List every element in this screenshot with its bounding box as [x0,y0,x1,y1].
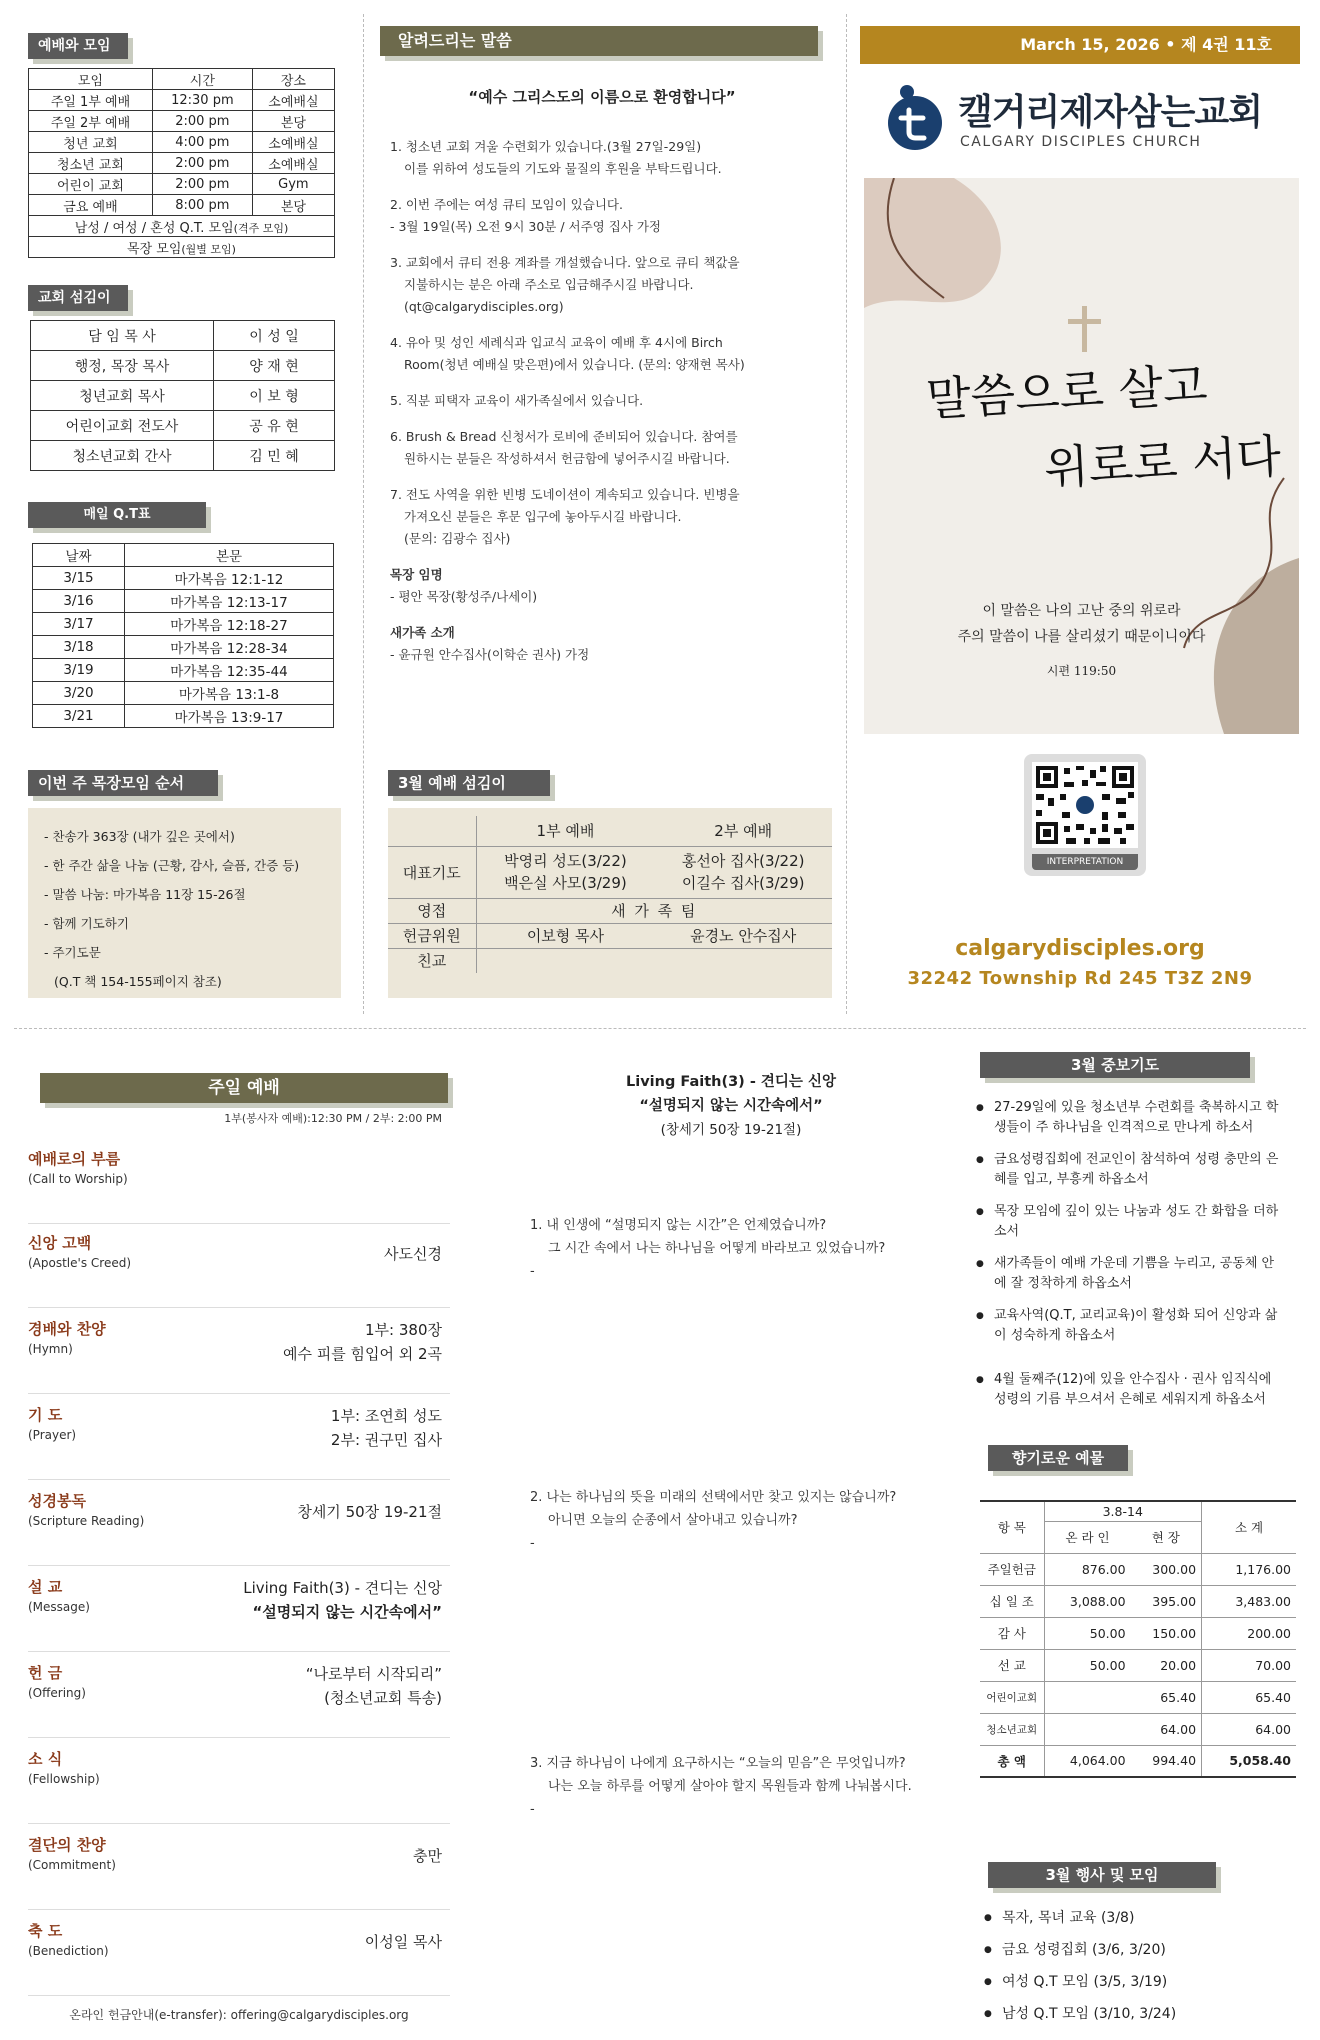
qt-table [32,543,334,728]
order-creed: 신앙 고백 (Apostle's Creed) 사도신경 [28,1232,450,1308]
cover-headline-2: 위로로 서다 [1042,428,1283,496]
sermon-header: Living Faith(3) - 견디는 신앙 “설명되지 않는 시간속에서” (창세기 50장 19-21절) [626,1074,836,1138]
table-row: 행정, 목장 목사 양 재 현 [31,351,335,381]
mokjang-note: (Q.T 책 154-155페이지 참조) [54,974,222,989]
order-benediction: 축 도 (Benediction) 이성일 목사 [28,1920,450,1996]
table-row: 청년 교회 4:00 pm 소예배실 [29,132,335,153]
table-row: 3/19 마가복음 12:35-44 [33,659,334,682]
list-item: - 찬송가 363장 (내가 깊은 곳에서) [44,829,235,844]
list-item: ● 여성 Q.T 모임 (3/5, 3/19) [982,1972,1282,1992]
list-item: ● 목자, 목녀 교육 (3/8) [982,1908,1282,1928]
list-item: ● 금요성령집회에 전교인이 참석하여 성령 충만의 은혜를 입고, 부흥케 하옵소서 [974,1150,1286,1190]
staff-table [30,320,335,471]
table-row: 선 교 50.00 20.00 70.00 [980,1649,1296,1681]
order-fellowship: 소 식 (Fellowship) [28,1748,450,1824]
qr-label: INTERPRETATION [1032,854,1138,870]
announce-title: 알려드리는 말씀 [380,26,818,56]
table-row: 영접 새 가 족 팀 [388,898,832,923]
events-list [982,1908,1282,2036]
table-row: 감 사 50.00 150.00 200.00 [980,1617,1296,1649]
cover-verse: 이 말씀은 나의 고난 중의 위로라 주의 말씀이 나를 살리셨기 때문이니이다 시편 119:50 [957,603,1206,678]
table-row: 3/20 마가복음 13:1-8 [33,682,334,705]
worship-subtitle: 1부(봉사자 예배):12:30 PM / 2부: 2:00 PM [224,1112,442,1125]
list-item: ● 교육사역(Q.T, 교리교육)이 활성화 되어 신앙과 삶이 성숙하게 하옵소서 [974,1306,1286,1346]
table-row: 3/16 마가복음 12:13-17 [33,590,334,613]
table-row: 헌금위원 이보형 목사 윤경노 안수집사 [388,923,832,948]
order-call: 예배로의 부름 (Call to Worship) [28,1148,450,1224]
table-row: 청소년교회 간사 김 민 혜 [31,441,335,471]
table-row: 3/18 마가복음 12:28-34 [33,636,334,659]
table-row: 청소년교회 64.00 64.00 [980,1713,1296,1745]
list-item: ● 목장 모임에 깊이 있는 나눔과 성도 간 화합을 더하소서 [974,1202,1286,1242]
cover-headline-1: 말씀으로 살고 [924,357,1209,427]
table-row: 주일헌금 876.00 300.00 1,176.00 [980,1553,1296,1585]
list-item: ● 27-29일에 있을 청소년부 수련회를 축복하시고 학생들이 주 하나님을 인격적으로 만나게 하소서 [974,1098,1286,1138]
schedule-table [28,68,335,258]
table-row: 청소년 교회 2:00 pm 소예배실 [29,153,335,174]
qt-title: 매일 Q.T표 [28,502,206,528]
schedule-title: 예배와 모임 [28,33,128,59]
servers-title: 3월 예배 섬김이 [388,770,550,796]
col-header: 장소 [252,69,334,90]
church-logo [886,82,944,152]
table-row: 3/15 마가복음 12:1-12 [33,567,334,590]
announce-welcome: “예수 그리스도의 이름으로 환영합니다” [468,88,736,106]
col-header: 날짜 [33,544,125,567]
table-row: 3/21 마가복음 13:9-17 [33,705,334,728]
table-row: 친교 [388,948,832,973]
offering-total-row: 총 액 4,064.00 994.40 5,058.40 [980,1745,1296,1777]
list-item: ● 4월 둘째주(12)에 있을 안수집사 · 권사 임직식에 성령의 기름 부으셔서 은혜로 세워지게 하옵소서 [974,1370,1286,1410]
staff-title: 교회 섬김이 [28,285,128,311]
list-item: ● 금요 성령집회 (3/6, 3/20) [982,1940,1282,1960]
mokjang-title: 이번 주 목장모임 순서 [28,770,218,796]
table-row: 어린이교회 65.40 65.40 [980,1681,1296,1713]
list-item: - 함께 기도하기 [44,916,129,931]
question-3: 3. 지금 하나님이 나에게 요구하시는 “오늘의 믿음”은 무엇입니까? 나는 오늘 하루를 어떻게 살아야 할지 목원들과 함께 나눠봅시다. - [530,1756,912,1817]
list-item: - 한 주간 삶을 나눔 (근황, 감사, 슬픔, 간증 등) [44,858,300,873]
church-name-kr: 캘거리제자삼는교회 [958,92,1262,133]
qr-code[interactable] [1024,754,1146,876]
cover-art [864,178,1299,734]
table-row: 3/17 마가복음 12:18-27 [33,613,334,636]
qr-icon [1032,762,1138,848]
mokjang-box [28,808,341,998]
prayer-list [974,1098,1286,1422]
prayer-title: 3월 중보기도 [980,1052,1250,1078]
address: 32242 Township Rd 245 T3Z 2N9 [907,968,1253,989]
table-row: 금요 예배 8:00 pm 본당 [29,195,335,216]
col-header: 모임 [29,69,153,90]
list-item: ● 새가족들이 예배 가운데 기쁨을 누리고, 공동체 안에 잘 정착하게 하옵소서 [974,1254,1286,1294]
table-row: 십 일 조 3,088.00 395.00 3,483.00 [980,1585,1296,1617]
col-header: 시간 [152,69,252,90]
announce-list: 1. 청소년 교회 겨울 수련회가 있습니다.(3월 27일-29일) 이를 위하여 성도들의 기도와 물질의 후원을 부탁드립니다. 2. 이번 주에는 여성 큐티 모임이 있습니다. - 3월 19일(목) 오전 9시 30분 / 서주영 집사 가정 3. 교회에서 큐티 전용 계좌를 개설했습니다. 앞으로 큐티 책값을 지불하시는 분은 아래 주소로 입금해주시길 바랍니다. (qt@calgarydisciples.org) 4. 유아 및 성인 세례식과 입교식 교육이 예배 후 4시에 Birch Room(청년 예배실 맞은편)에서 있습니다. (문의: 양재현 목사) 5. 직분 피택자 교육이 새가족실에서 있습니다. 6. Brush & Bread 신청서가 로비에 준비되어 있습니다. 참여를 원하시는 분들은 작성하셔서 헌금함에 넣어주시길 바랍니다. 7. 전도 사역을 위한 빈병 도네이션이 계속되고 있습니다. 빈병을 가져오신 분들은 후문 입구에 놓아두시길 바랍니다. (문의: 김광수 집사) 목장 임명 - 평안 목장(황성주/나세이) 새가족 소개 - 윤규원 안수집사(이학순 권사) 가정 [390,139,745,662]
table-row: 주일 1부 예배 12:30 pm 소예배실 [29,90,335,111]
table-row: 어린이 교회 2:00 pm Gym [29,174,335,195]
worship-title: 주일 예배 [40,1073,448,1103]
question-1: 1. 내 인생에 “설명되지 않는 시간”은 언제였습니까? 그 시간 속에서 나는 하나님을 어떻게 바라보고 있었습니까? - [530,1218,886,1279]
table-row: 주일 2부 예배 2:00 pm 본당 [29,111,335,132]
servers-box: 1부 예배 2부 예배 대표기도 박영리 성도(3/22) 백은실 사모(3/29) 홍선아 집사(3/22) 이길수 집사(3/29) 영접 새 가 족 팀 헌금위원 이보형 목사 윤경노 안수집사 친교 [388,808,832,998]
table-row: 대표기도 박영리 성도(3/22) 백은실 사모(3/29) 홍선아 집사(3/22) 이길수 집사(3/29) [388,846,832,898]
church-name-en: CALGARY DISCIPLES CHURCH [960,134,1202,150]
table-row: 청년교회 목사 이 보 형 [31,381,335,411]
offering-table: 항 목 3.8-14 소 계 온 라 인 현 장 주일헌금 876.00 300.00 1,176.00 십 일 조 3,088.00 395.00 3,483.00 감 사 50.00 150.00 200.00 선 교 50.00 20.00 70.00 어린이교회 65.40 65.40 청소년교회 64.00 64.00 총 액 4,064.00 994.40 5,058.40 [980,1500,1296,1778]
col-header: 본문 [125,544,334,567]
question-2: 2. 나는 하나님의 뜻을 미래의 선택에서만 찾고 있지는 않습니까? 아니면 오늘의 순종에서 살아내고 있습니까? - [530,1490,897,1551]
events-title: 3월 행사 및 모임 [988,1862,1216,1888]
order-commitment: 결단의 찬양 (Commitment) 충만 [28,1834,450,1910]
table-row: 남성 / 여성 / 혼성 Q.T. 모임(격주 모임) [29,216,335,237]
list-item: - 주기도문 [44,945,101,960]
online-offering: 온라인 헌금안내(e-transfer): offering@calgarydisciples.org [69,2008,409,2022]
order-scripture: 성경봉독 (Scripture Reading) 창세기 50장 19-21절 [28,1490,450,1566]
table-row: 담 임 목 사 이 성 일 [31,321,335,351]
list-item: ● 남성 Q.T 모임 (3/10, 3/24) [982,2004,1282,2024]
order-prayer: 기 도 (Prayer) 1부: 조연희 성도 2부: 권구민 집사 [28,1404,450,1480]
order-offering: 헌 금 (Offering) “나로부터 시작되리” (청소년교회 특송) [28,1662,450,1738]
table-row: 목장 모임(월별 모임) [29,237,335,258]
offering-title: 향기로운 예물 [988,1445,1128,1471]
date-banner: March 15, 2026 • 제 4권 11호 [860,26,1300,64]
order-hymn: 경배와 찬양 (Hymn) 1부: 380장 예수 피를 힘입어 외 2곡 [28,1318,450,1394]
order-message: 설 교 (Message) Living Faith(3) - 견디는 신앙 “설명되지 않는 시간속에서” [28,1576,450,1652]
table-row: 어린이교회 전도사 공 유 현 [31,411,335,441]
website-link[interactable]: calgarydisciples.org [955,936,1205,961]
list-item: - 말씀 나눔: 마가복음 11장 15-26절 [44,887,246,902]
